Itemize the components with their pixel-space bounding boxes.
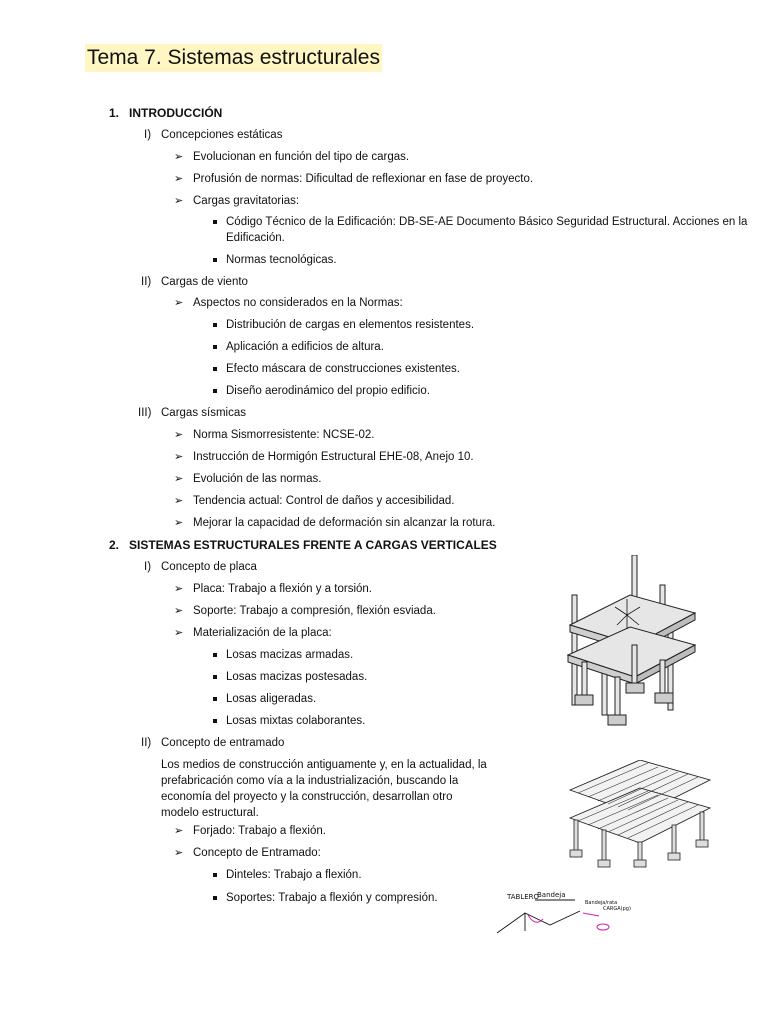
section-1-heading: INTRODUCCIÓN — [129, 106, 223, 120]
arrow-bullet-icon: ➢ — [174, 151, 184, 163]
square-bullet-icon — [213, 220, 217, 224]
subsection-number: III) — [138, 407, 152, 419]
square-bullet-icon — [213, 258, 217, 262]
sub-bullet-item: Código Técnico de la Edificación: DB-SE-AE Documento Básico Seguridad Estructural. Acciones en la Edificación. — [226, 216, 748, 244]
bullet-item: Evolución de las normas. — [193, 473, 322, 485]
sub-bullet-item: Normas tecnológicas. — [226, 254, 337, 266]
square-bullet-icon — [213, 675, 217, 679]
arrow-bullet-icon: ➢ — [174, 627, 184, 639]
arrow-bullet-icon: ➢ — [174, 473, 184, 485]
square-bullet-icon — [213, 367, 217, 371]
handwritten-sketch — [495, 885, 655, 935]
sub-bullet-item: Distribución de cargas en elementos resistentes. — [226, 319, 475, 331]
bullet-item: Cargas gravitatorias: — [193, 195, 300, 207]
sketch-label: CARGA(pg) — [603, 906, 631, 912]
placa-structure-figure — [560, 555, 710, 735]
arrow-bullet-icon: ➢ — [174, 605, 184, 617]
arrow-bullet-icon: ➢ — [174, 451, 184, 463]
subsection-label: Concepciones estáticas — [161, 129, 283, 141]
sketch-label: TABLERO — [507, 893, 540, 901]
bullet-item: Materialización de la placa: — [193, 627, 332, 639]
bullet-item: Norma Sismorresistente: NCSE-02. — [193, 429, 375, 441]
subsection-number: I) — [144, 129, 152, 141]
sub-bullet-item: Losas mixtas colaborantes. — [226, 715, 366, 727]
subsection-label: Concepto de placa — [161, 561, 257, 573]
bullet-item: Soporte: Trabajo a compresión, flexión esviada. — [193, 605, 436, 617]
entramado-paragraph: Los medios de construcción antiguamente y, en la actualidad, la prefabricación como vía a la industrialización, buscando la economía del proyecto y la construcción, desarrollan otro modelo estructural. — [161, 759, 487, 819]
page-title: Tema 7. Sistemas estructurales — [85, 44, 382, 72]
square-bullet-icon — [213, 345, 217, 349]
bullet-item: Mejorar la capacidad de deformación sin alcanzar la rotura. — [193, 517, 496, 529]
subsection-label: Cargas de viento — [161, 276, 248, 288]
bullet-item: Concepto de Entramado: — [193, 847, 321, 859]
arrow-bullet-icon: ➢ — [174, 847, 184, 859]
square-bullet-icon — [213, 873, 217, 877]
bullet-item: Aspectos no considerados en la Normas: — [193, 297, 403, 309]
sub-bullet-item: Losas macizas postesadas. — [226, 671, 368, 683]
subsection-number: II) — [141, 276, 152, 288]
bullet-item: Placa: Trabajo a flexión y a torsión. — [193, 583, 372, 595]
sub-bullet-item: Soportes: Trabajo a flexión y compresión. — [226, 892, 438, 904]
subsection-number: I) — [144, 561, 152, 573]
bullet-item: Forjado: Trabajo a flexión. — [193, 825, 326, 837]
sub-bullet-item: Dinteles: Trabajo a flexión. — [226, 869, 362, 881]
arrow-bullet-icon: ➢ — [174, 517, 184, 529]
sub-bullet-item: Aplicación a edificios de altura. — [226, 341, 384, 353]
sub-bullet-item: Efecto máscara de construcciones existentes. — [226, 363, 460, 375]
section-1-number: 1. — [109, 106, 120, 120]
subsection-number: II) — [141, 737, 152, 749]
sub-bullet-item: Losas aligeradas. — [226, 693, 317, 705]
bullet-item: Instrucción de Hormigón Estructural EHE-08, Anejo 10. — [193, 451, 474, 463]
section-2-number: 2. — [109, 538, 120, 552]
sub-bullet-item: Losas macizas armadas. — [226, 649, 354, 661]
square-bullet-icon — [213, 697, 217, 701]
square-bullet-icon — [213, 389, 217, 393]
sketch-label: Bandeja/rata — [585, 900, 618, 906]
section-2-heading: SISTEMAS ESTRUCTURALES FRENTE A CARGAS VERTICALES — [129, 538, 497, 552]
arrow-bullet-icon: ➢ — [174, 173, 184, 185]
entramado-structure-figure — [560, 760, 720, 870]
square-bullet-icon — [213, 719, 217, 723]
bullet-item: Tendencia actual: Control de daños y accesibilidad. — [193, 495, 455, 507]
bullet-item: Evolucionan en función del tipo de cargas. — [193, 151, 410, 163]
subsection-label: Concepto de entramado — [161, 737, 285, 749]
arrow-bullet-icon: ➢ — [174, 495, 184, 507]
square-bullet-icon — [213, 323, 217, 327]
arrow-bullet-icon: ➢ — [174, 583, 184, 595]
sketch-label: Bandeja — [537, 891, 566, 899]
arrow-bullet-icon: ➢ — [174, 429, 184, 441]
arrow-bullet-icon: ➢ — [174, 195, 184, 207]
square-bullet-icon — [213, 653, 217, 657]
bullet-item: Profusión de normas: Dificultad de reflexionar en fase de proyecto. — [193, 173, 534, 185]
sub-bullet-item: Diseño aerodinámico del propio edificio. — [226, 385, 430, 397]
subsection-label: Cargas sísmicas — [161, 407, 246, 419]
arrow-bullet-icon: ➢ — [174, 825, 184, 837]
arrow-bullet-icon: ➢ — [174, 297, 184, 309]
square-bullet-icon — [213, 896, 217, 900]
